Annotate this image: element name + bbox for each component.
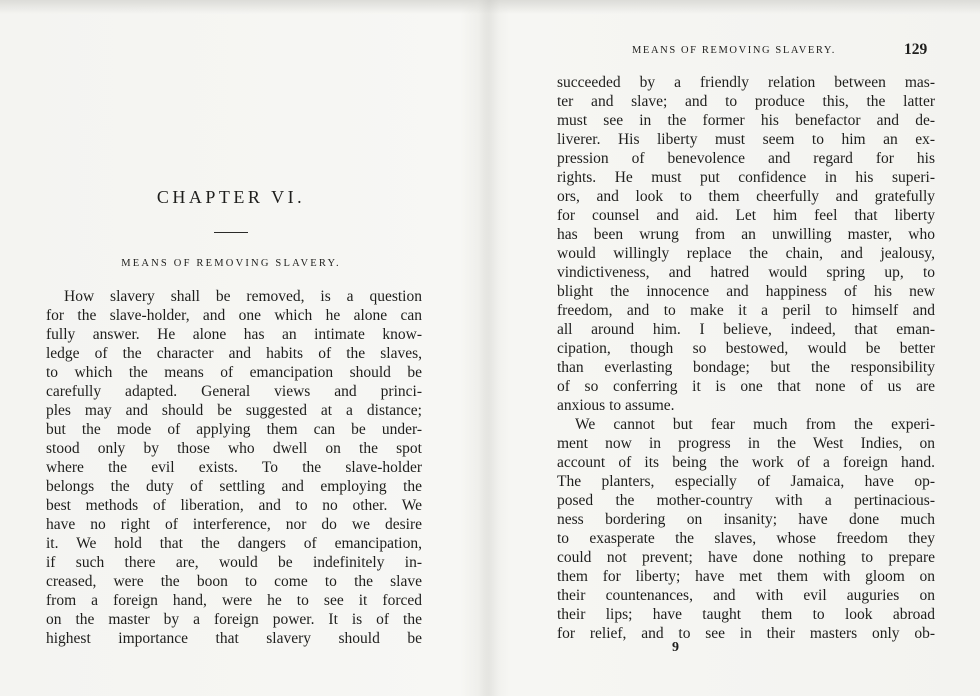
text-line: on the master by a foreign power. It is of the [46,611,422,628]
text-line: belongs the duty of settling and employing the [46,478,422,495]
text-line: rights. He must put confidence in his superi- [557,169,935,186]
text-line: all around him. I believe, indeed, that eman- [557,321,935,338]
text-line: creased, were the boon to come to the slave [46,573,422,590]
text-line: cipation, though so bestowed, would be better [557,340,935,357]
text-line: could not prevent; have done nothing to prepare [557,549,935,566]
text-line: blight the innocence and happiness of his new [557,283,935,300]
running-head: MEANS OF REMOVING SLAVERY. [632,45,836,56]
text-line: from a foreign hand, were he to see it forced [46,592,422,609]
text-line: freedom, and to make it a peril to himself and [557,302,935,319]
text-line: to which the means of emancipation should be [46,364,422,381]
text-line: their lips; have taught them to look abroad [557,606,935,623]
text-line: must see in the former his benefactor and de- [557,112,935,129]
text-line: account of its being the work of a foreign hand. [557,454,935,471]
left-page-body [46,287,422,648]
book-gutter [478,0,500,696]
text-line: their countenances, and with evil auguries on [557,587,935,604]
text-line: it. We hold that the dangers of emancipation, [46,535,422,552]
right-page-body [557,73,935,643]
text-line: than everlasting bondage; but the responsibility [557,359,935,376]
section-heading: MEANS OF REMOVING SLAVERY. [121,258,341,269]
text-line: posed the mother-country with a pertinacious- [557,492,935,509]
right-page [557,0,937,696]
text-line: have no right of interference, nor do we desire [46,516,422,533]
text-line: where the evil exists. To the slave-holder [46,459,422,476]
text-line: The planters, especially of Jamaica, have op- [557,473,935,490]
text-line: ples may and should be suggested at a distance; [46,402,422,419]
chapter-rule [214,232,248,233]
text-line: if such there are, would be indefinitely in- [46,554,422,571]
text-line: for the slave-holder, and one which he alone can [46,307,422,324]
page-number: 129 [904,41,928,58]
text-line: pression of benevolence and regard for his [557,150,935,167]
text-line: How slavery shall be removed, is a question [64,288,422,305]
text-line: them for liberty; have met them with gloom on [557,568,935,585]
text-line: liverer. His liberty must seem to him an ex- [557,131,935,148]
text-line: vindictiveness, and hatred would spring up, to [557,264,935,281]
text-line: carefully adapted. General views and princi- [46,383,422,400]
text-line: for counsel and aid. Let him feel that liberty [557,207,935,224]
text-line: ment now in progress in the West Indies, on [557,435,935,452]
signature-mark: 9 [672,640,679,655]
text-line: We cannot but fear much from the experi- [575,416,935,433]
text-line: to exasperate the slaves, whose freedom they [557,530,935,547]
text-line: would willingly replace the chain, and jealousy, [557,245,935,262]
text-line: anxious to assume. [557,397,675,414]
left-page [40,0,430,696]
text-line: has been wrung from an unwilling master, who [557,226,935,243]
chapter-heading: CHAPTER VI. [156,187,306,207]
text-line: fully answer. He alone has an intimate know- [46,326,422,343]
text-line: ter and slave; and to produce this, the latter [557,93,935,110]
text-line: for relief, and to see in their masters only ob- [557,625,935,642]
text-line: of so conferring it is one that none of us are [557,378,935,395]
text-line: but the mode of applying them can be under- [46,421,422,438]
text-line: highest importance that slavery should be [46,630,422,647]
text-line: ness bordering on insanity; have done much [557,511,935,528]
text-line: ledge of the character and habits of the slaves, [46,345,422,362]
text-line: best methods of liberation, and to no other. We [46,497,422,514]
text-line: succeeded by a friendly relation between mas- [557,74,935,91]
text-line: ors, and look to them cheerfully and gratefully [557,188,935,205]
text-line: stood only by those who dwell on the spot [46,440,422,457]
